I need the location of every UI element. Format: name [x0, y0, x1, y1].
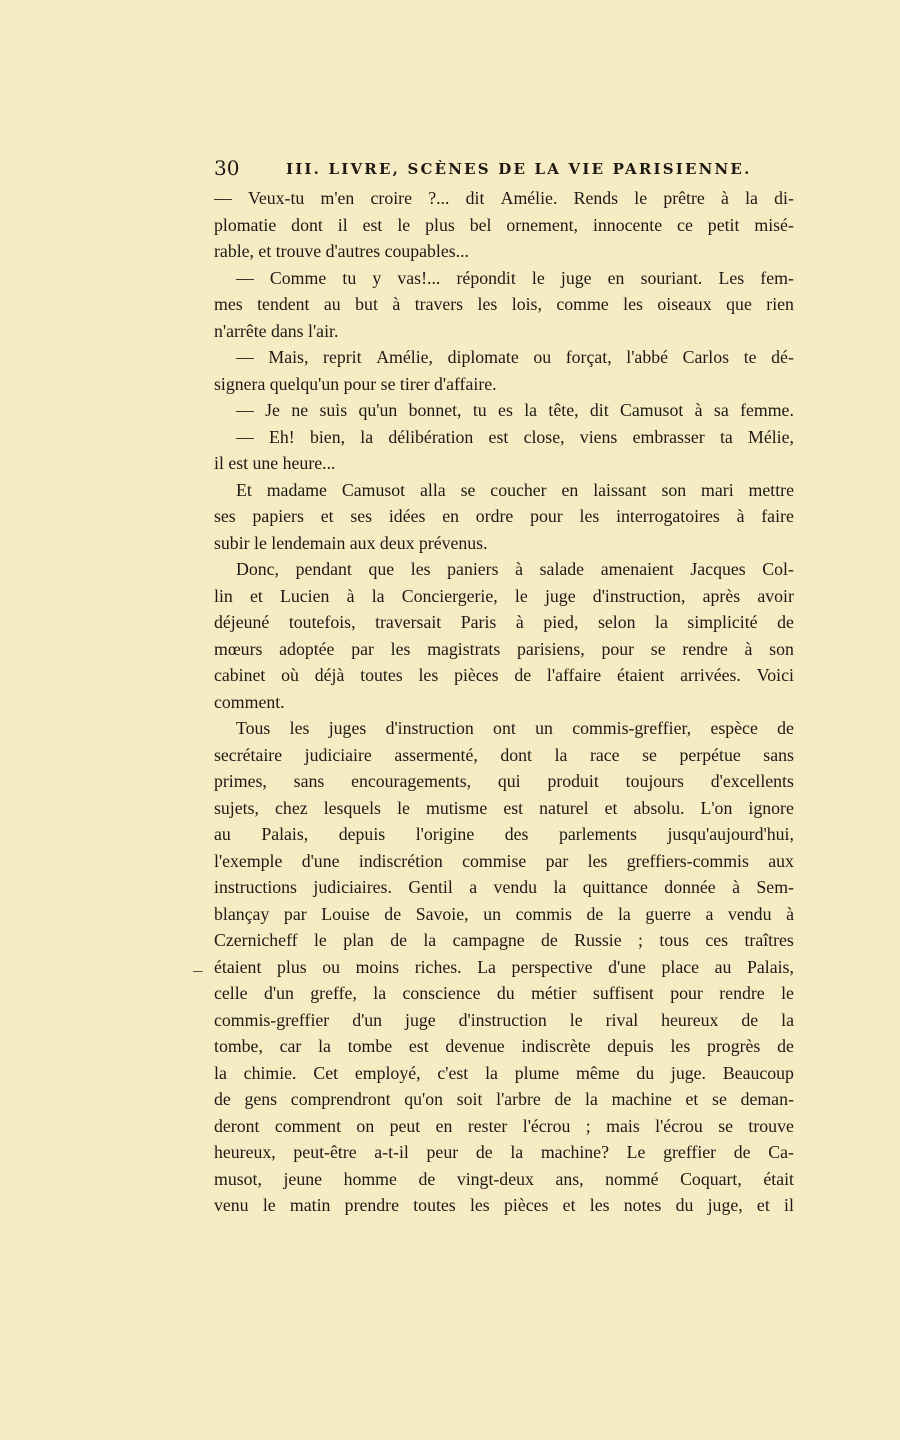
text-line: comment.: [214, 691, 285, 712]
text-line: mes tendent au but à travers les lois, comme les oiseaux que rien: [214, 294, 794, 314]
text-line: — Eh! bien, la délibération est close, viens embrasser ta Mélie,: [236, 426, 794, 447]
text-line: — Mais, reprit Amélie, diplomate ou forçat, l'abbé Carlos te dé-: [236, 347, 794, 367]
margin-mark: [193, 971, 203, 972]
text-line: de gens comprendront qu'on soit l'arbre de la machine et se deman-: [214, 1089, 794, 1109]
text-line: Czernicheff le plan de la campagne de Russie ; tous ces traîtres: [214, 930, 794, 950]
page-number: 30: [214, 156, 240, 180]
text-line: n'arrête dans l'air.: [214, 320, 339, 341]
text-line: tombe, car la tombe est devenue indiscrète depuis les progrès de: [214, 1036, 794, 1056]
text-line: blançay par Louise de Savoie, un commis de la guerre a vendu à: [214, 903, 794, 924]
text-line: secrétaire judiciaire assermenté, dont la race se perpétue sans: [214, 744, 794, 765]
running-head: [214, 154, 794, 182]
text-line: ses papiers et ses idées en ordre pour les interrogatoires à faire: [214, 506, 794, 526]
text-line: deront comment on peut en rester l'écrou ; mais l'écrou se trouve: [214, 1115, 794, 1136]
text-line: — Comme tu y vas!... répondit le juge en souriant. Les fem-: [236, 267, 794, 288]
text-line: commis-greffier d'un juge d'instruction le rival heureux de la: [214, 1009, 794, 1030]
text-line: cabinet où déjà toutes les pièces de l'affaire étaient arrivées. Voici: [214, 665, 794, 685]
text-line: — Veux-tu m'en croire ?... dit Amélie. Rends le prêtre à la di-: [214, 188, 794, 208]
text-line: l'exemple d'une indiscrétion commise par les greffiers-commis aux: [214, 850, 794, 871]
text-line: la chimie. Cet employé, c'est la plume même du juge. Beaucoup: [214, 1062, 794, 1083]
text-line: plomatie dont il est le plus bel ornement, innocente ce petit misé-: [214, 214, 794, 235]
body-text: [214, 185, 794, 1219]
text-line: sujets, chez lesquels le mutisme est naturel et absolu. L'on ignore: [214, 797, 794, 818]
text-line: déjeuné toutefois, traversait Paris à pied, selon la simplicité de: [214, 612, 794, 632]
text-line: heureux, peut-être a-t-il peur de la machine? Le greffier de Ca-: [214, 1142, 794, 1162]
text-line: primes, sans encouragements, qui produit toujours d'excellents: [214, 771, 794, 791]
text-line: venu le matin prendre toutes les pièces et les notes du juge, et il: [214, 1195, 794, 1215]
text-line: Donc, pendant que les paniers à salade amenaient Jacques Col-: [236, 559, 794, 579]
text-line: rable, et trouve d'autres coupables...: [214, 241, 470, 261]
text-line: Tous les juges d'instruction ont un commis-greffier, espèce de: [236, 718, 794, 738]
text-line: celle d'un greffe, la conscience du métier suffisent pour rendre le: [214, 983, 794, 1003]
text-line: instructions judiciaires. Gentil a vendu la quittance donnée à Sem-: [214, 877, 794, 897]
text-line: au Palais, depuis l'origine des parlements jusqu'aujourd'hui,: [214, 824, 794, 844]
text-line: lin et Lucien à la Conciergerie, le juge d'instruction, après avoir: [214, 585, 794, 606]
text-line: il est une heure...: [214, 453, 336, 473]
text-line: musot, jeune homme de vingt-deux ans, nommé Coquart, était: [214, 1168, 794, 1189]
text-line: signera quelqu'un pour se tirer d'affaire.: [214, 373, 497, 394]
text-line: étaient plus ou moins riches. La perspective d'une place au Palais,: [214, 956, 794, 977]
text-line: Et madame Camusot alla se coucher en laissant son mari mettre: [236, 479, 794, 500]
text-line: mœurs adoptée par les magistrats parisiens, pour se rendre à son: [214, 638, 794, 659]
running-title: III. LIVRE, SCÈNES DE LA VIE PARISIENNE.: [286, 160, 752, 178]
text-line: — Je ne suis qu'un bonnet, tu es la tête, dit Camusot à sa femme.: [236, 400, 794, 420]
text-line: subir le lendemain aux deux prévenus.: [214, 532, 488, 553]
